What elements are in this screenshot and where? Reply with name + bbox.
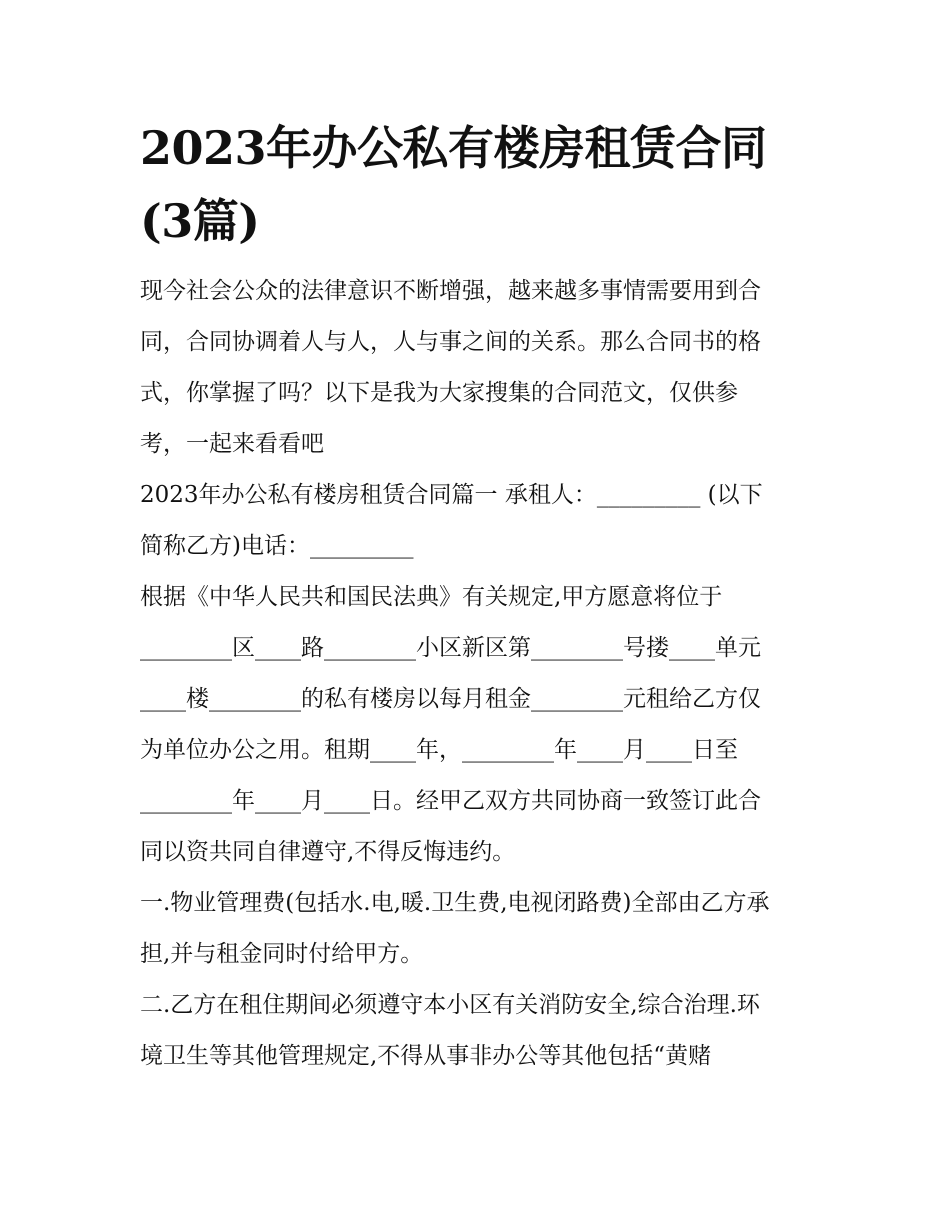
title-line: (3篇) bbox=[140, 194, 260, 248]
text-line: 一.物业管理费(包括水.电,暖.卫生费,电视闭路费)全部由乙方承 bbox=[140, 890, 770, 916]
text-line: ________年____月____日。经甲乙双方共同协商一致签订此合 bbox=[140, 788, 761, 814]
text-line: ________区____路________小区新区第________号搂____单元 bbox=[140, 635, 761, 661]
text-line: 根据《中华人民共和国民法典》有关规定,甲方愿意将位于 bbox=[140, 584, 723, 610]
clause-two-paragraph bbox=[140, 980, 820, 1082]
text-line: 同，合同协调着人与人，人与事之间的关系。那么合同书的格 bbox=[140, 329, 761, 355]
document-title bbox=[140, 112, 820, 258]
text-line: 2023年办公私有楼房租赁合同篇一 承租人：_________ (以下 bbox=[140, 482, 763, 508]
document-page bbox=[140, 112, 820, 1082]
text-line: 现今社会公众的法律意识不断增强，越来越多事情需要用到合 bbox=[140, 278, 761, 304]
text-line: 简称乙方)电话：_________ bbox=[140, 533, 414, 559]
text-line: 考，一起来看看吧 bbox=[140, 431, 324, 457]
title-line: 2023年办公私有楼房租赁合同 bbox=[140, 121, 767, 175]
text-line: 担,并与租金同时付给甲方。 bbox=[140, 941, 424, 967]
section-heading-paragraph bbox=[140, 470, 820, 572]
text-line: 二.乙方在租住期间必须遵守本小区有关消防安全,综合治理.环 bbox=[140, 992, 760, 1018]
text-line: 境卫生等其他管理规定,不得从事非办公等其他包括“黄赌 bbox=[140, 1043, 712, 1069]
lease-terms-paragraph bbox=[140, 572, 820, 878]
text-line: 式，你掌握了吗？以下是我为大家搜集的合同范文，仅供参 bbox=[140, 380, 738, 406]
clause-one-paragraph bbox=[140, 878, 820, 980]
text-line: ____楼________的私有楼房以每月租金________元租给乙方仅 bbox=[140, 686, 761, 712]
text-line: 为单位办公之用。租期____年，________年____月____日至 bbox=[140, 737, 738, 763]
intro-paragraph bbox=[140, 266, 820, 470]
text-line: 同以资共同自律遵守,不得反悔违约。 bbox=[140, 839, 516, 865]
